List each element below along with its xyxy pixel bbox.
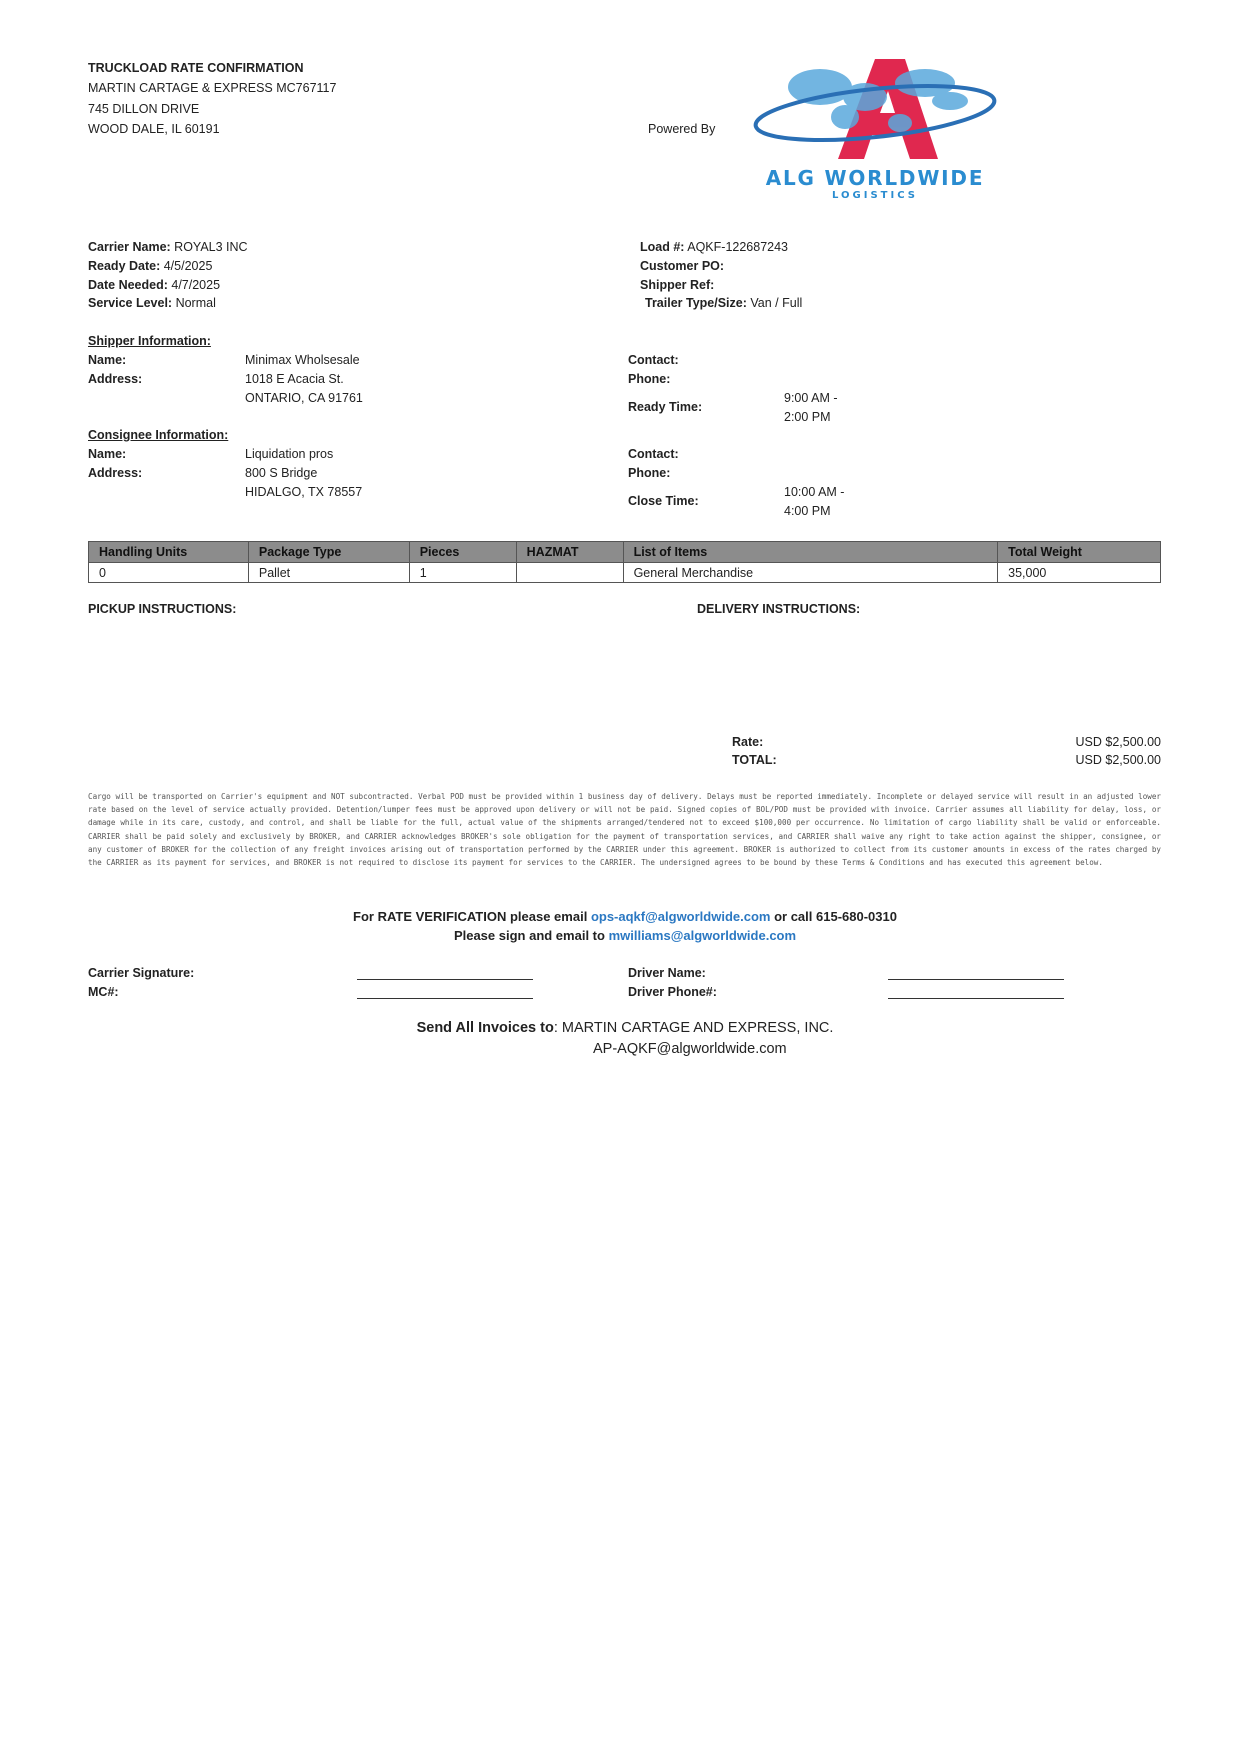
column-header-total-weight: Total Weight <box>998 542 1161 563</box>
ready-time-start: 9:00 AM - <box>784 391 838 405</box>
items-table-header-row <box>89 542 1161 563</box>
ready-date-label: Ready Date: <box>88 259 161 273</box>
logo-text-sub: LOGISTICS <box>832 190 918 201</box>
logo-text-main: ALG WORLDWIDE <box>765 166 985 190</box>
cell-total-weight: 35,000 <box>998 563 1161 583</box>
shipper-ref-label: Shipper Ref: <box>640 278 715 292</box>
invoice-email[interactable]: AP-AQKF@algworldwide.com <box>593 1041 787 1057</box>
invoice-label: Send All Invoices to <box>416 1020 554 1036</box>
trailer-type-row <box>645 296 802 310</box>
customer-po-label: Customer PO: <box>640 259 725 273</box>
rate-value: USD $2,500.00 <box>1075 735 1161 749</box>
date-needed-label: Date Needed: <box>88 278 168 292</box>
close-time-label: Close Time: <box>628 494 699 508</box>
sign-email-line <box>0 928 1240 943</box>
carrier-name-row <box>88 240 248 254</box>
items-table <box>88 541 1161 583</box>
sign-email-link[interactable]: mwilliams@algworldwide.com <box>608 928 797 943</box>
close-time-end: 4:00 PM <box>784 504 831 518</box>
service-level-row <box>88 296 216 310</box>
consignee-address-line2: HIDALGO, TX 78557 <box>245 485 363 499</box>
invoice-address-line <box>0 1020 1240 1036</box>
close-time-start: 10:00 AM - <box>784 485 845 499</box>
column-header-package-type: Package Type <box>248 542 409 563</box>
column-header-hazmat: HAZMAT <box>516 542 623 563</box>
rate-verification-line <box>0 909 1240 924</box>
driver-phone-line[interactable] <box>888 986 1064 999</box>
shipper-contact-label: Contact: <box>628 353 679 367</box>
total-label: TOTAL: <box>732 753 777 767</box>
company-name: MARTIN CARTAGE & EXPRESS MC767117 <box>88 81 337 95</box>
pickup-instructions-label: PICKUP INSTRUCTIONS: <box>88 602 237 616</box>
cell-hazmat <box>516 563 623 583</box>
shipper-phone-label: Phone: <box>628 372 671 386</box>
column-header-list-of-items: List of Items <box>623 542 998 563</box>
consignee-phone-label: Phone: <box>628 466 671 480</box>
trailer-type-label: Trailer Type/Size: <box>645 296 747 310</box>
alg-logo <box>750 55 1000 205</box>
ready-date-row <box>88 259 212 273</box>
mc-number-label: MC#: <box>88 985 119 999</box>
load-number-row <box>640 240 788 254</box>
shipper-heading: Shipper Information: <box>88 334 211 348</box>
company-address-line1: 745 DILLON DRIVE <box>88 102 200 116</box>
customer-po-row <box>640 259 724 273</box>
sign-email-prefix: Please sign and email to <box>453 928 605 943</box>
carrier-signature-line[interactable] <box>357 967 533 980</box>
consignee-name-label: Name: <box>88 447 127 461</box>
mc-number-line[interactable] <box>357 986 533 999</box>
consignee-address-label: Address: <box>88 466 143 480</box>
carrier-name-value: ROYAL3 INC <box>174 240 248 254</box>
driver-name-label: Driver Name: <box>628 966 706 980</box>
carrier-signature-label: Carrier Signature: <box>88 966 195 980</box>
carrier-name-label: Carrier Name: <box>88 240 171 254</box>
shipper-name-label: Name: <box>88 353 127 367</box>
ready-date-value: 4/5/2025 <box>163 259 213 273</box>
consignee-address-line1: 800 S Bridge <box>245 466 318 480</box>
column-header-handling-units: Handling Units <box>89 542 249 563</box>
terms-and-conditions: Cargo will be transported on Carrier's equipment and NOT subcontracted. Verbal POD must be provided within 1 business day of delivery. Delays must be reported immediately. Incomplete or delayed service will result in an adjusted lower rate based on the level of service actually provided. Detention/lumper fees must be approved upon delivery or will not be paid. Signed copies of BOL/POD must be provided with invoice. Carrier assumes all liability for delay, loss, or damage while in its care, custody, and control, and shall be liable for the full, actual value of the shipments arranged/tendered not to exceed $100,000 per occurrence. No limitation of cargo liability shall be valid or enforceable. CARRIER shall be paid solely and exclusively by BROKER, and CARRIER acknowledges BROKER's sole obligation for the payment of transportation services, and CARRIER shall waive any right to take action against the shipper, consignee, or any customer of BROKER for the collection of any freight invoices arising out of transportation performed by the CARRIER under this agreement. BROKER is authorized to collect from its customer amounts in excess of the rates charged by the CARRIER as its payment for services, and BROKER is not required to disclose its payment for services to the CARRIER. The undersigned agrees to be bound by these Terms & Conditions and has executed this agreement below. <box>88 792 1161 868</box>
load-number-label: Load #: <box>640 240 685 254</box>
consignee-contact-label: Contact: <box>628 447 679 461</box>
consignee-name-value: Liquidation pros <box>245 447 334 461</box>
cell-list-of-items: General Merchandise <box>623 563 998 583</box>
delivery-instructions-label: DELIVERY INSTRUCTIONS: <box>697 602 861 616</box>
rate-verification-prefix: For RATE VERIFICATION please email <box>353 909 588 924</box>
trailer-type-value: Van / Full <box>750 296 803 310</box>
shipper-address-line2: ONTARIO, CA 91761 <box>245 391 363 405</box>
consignee-heading: Consignee Information: <box>88 428 229 442</box>
alg-logo-graphic <box>750 55 1000 167</box>
load-number-value: AQKF-122687243 <box>687 240 789 254</box>
document-title: TRUCKLOAD RATE CONFIRMATION <box>88 61 304 75</box>
rate-label: Rate: <box>732 735 764 749</box>
driver-name-line[interactable] <box>888 967 1064 980</box>
ops-email-link[interactable]: ops-aqkf@algworldwide.com <box>590 909 771 924</box>
rate-verification-suffix: or call 615-680-0310 <box>774 909 897 924</box>
total-value: USD $2,500.00 <box>1075 753 1161 767</box>
date-needed-value: 4/7/2025 <box>171 278 221 292</box>
shipper-address-line1: 1018 E Acacia St. <box>245 372 344 386</box>
powered-by-label: Powered By <box>648 122 716 136</box>
cell-package-type: Pallet <box>248 563 409 583</box>
service-level-value: Normal <box>175 296 216 310</box>
table-row <box>89 563 1161 583</box>
shipper-name-value: Minimax Wholsesale <box>245 353 360 367</box>
column-header-pieces: Pieces <box>409 542 516 563</box>
invoice-company: : MARTIN CARTAGE AND EXPRESS, INC. <box>553 1020 834 1036</box>
shipper-ref-row <box>640 278 714 292</box>
shipper-address-label: Address: <box>88 372 143 386</box>
driver-phone-label: Driver Phone#: <box>628 985 717 999</box>
date-needed-row <box>88 278 220 292</box>
ready-time-end: 2:00 PM <box>784 410 831 424</box>
ready-time-label: Ready Time: <box>628 400 703 414</box>
service-level-label: Service Level: <box>88 296 173 310</box>
company-address-line2: WOOD DALE, IL 60191 <box>88 122 220 136</box>
cell-handling-units: 0 <box>89 563 249 583</box>
cell-pieces: 1 <box>409 563 516 583</box>
